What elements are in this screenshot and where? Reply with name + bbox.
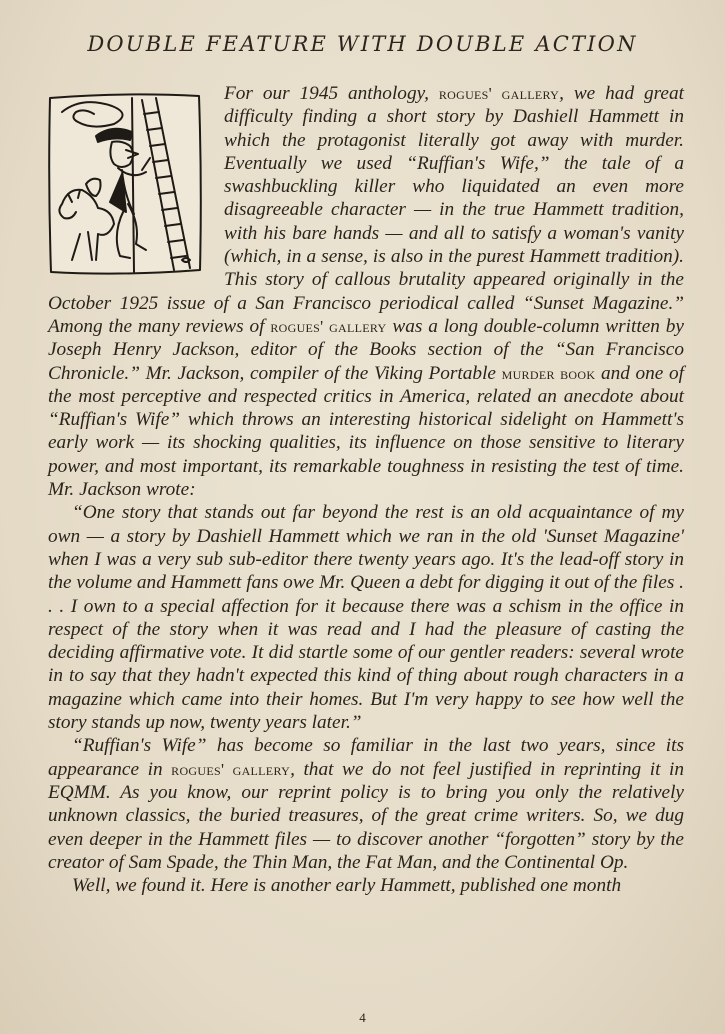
cowboy-climbing-ladder-illustration — [42, 84, 210, 282]
paragraph-closing: Well, we found it. Here is another early Hammett, published one month — [72, 875, 622, 897]
paragraph-reprint-policy — [48, 734, 684, 874]
book-title-rogues-gallery: rogues' gallery — [438, 84, 560, 103]
book-title-murder-book: murder book — [501, 363, 596, 383]
text-run: “Ruffian's Wife” has become so familiar in the last two years, since its appearance in — [48, 735, 684, 780]
text-run: was a long double-column written by Joseph Henry Jackson, editor of the Books section of the “San Francisco Chronicle.” Mr. Jackson, compiler of the Viking Portable — [48, 315, 684, 384]
page-title: DOUBLE FEATURE WITH DOUBLE ACTION — [87, 32, 638, 56]
article-body — [48, 82, 684, 897]
text-run: , we had great difficulty finding a short story by Dashiell Hammett in which the protagonist literally got away with murder. Eventually we used “Ruffian's Wife,” the tale of a swashbuckling killer who liquidated an even more disagreeable character — in the true Hammett tradition, with his bare hands — and all to satisfy a woman's vanity (which, in a sense, is also in the purest Hammett tradition). This story of callous brutality appeared originally in the October 1925 issue of a San Francisco periodical called “Sunset Magazine.” Among the many reviews of — [48, 83, 684, 337]
text-run: , that we do not feel justified in reprinting it in EQMM. As you know, our reprint policy is to bring you only the relatively unknown classics, the buried treasures, of the great crime writers. So, we dug even deeper in the Hammett files — to discover another “forgotten” story by the creator of Sam Spade, the Thin Man, the Fat Man, and the Continental Op. — [48, 758, 684, 873]
page-number: 4 — [359, 1010, 366, 1025]
illustration-drawing — [42, 84, 210, 282]
paragraph-quote: “One story that stands out far beyond the rest is an old acquaintance of my own — a story by Dashiell Hammett which we ran in the old 'Sunset Magazine' when I was a very sub sub-editor there twenty years ago. It's the lead-off story in the volume and Hammett fans owe Mr. Queen a debt for digging it out of the files . . . I own to a special affection for it because there was a schism in the office in respect of the story when it was read and I had the pleasure of casting the deciding affirmative vote. It did startle some of our gentler readers: several wrote in to say that they hadn't expected this kind of thing about rough characters in a magazine which came into their homes. But I'm very happy to see how well the story stands up now, twenty years later.” — [48, 502, 684, 734]
book-title-rogues-gallery: rogues' gallery — [171, 759, 291, 779]
text-run: For our 1945 anthology, — [224, 83, 439, 104]
book-title-rogues-gallery: rogues' gallery — [270, 316, 387, 336]
text-run: and one of the most perceptive and respected critics in America, related an anecdote about “Ruffian's Wife” which throws an interesting historical sidelight on Hammett's early work — its shocking qualities, its influence on those sensitive to literary power, and most important, its remarkable toughness in resisting the test of time. Mr. Jackson wrote: — [48, 362, 684, 501]
